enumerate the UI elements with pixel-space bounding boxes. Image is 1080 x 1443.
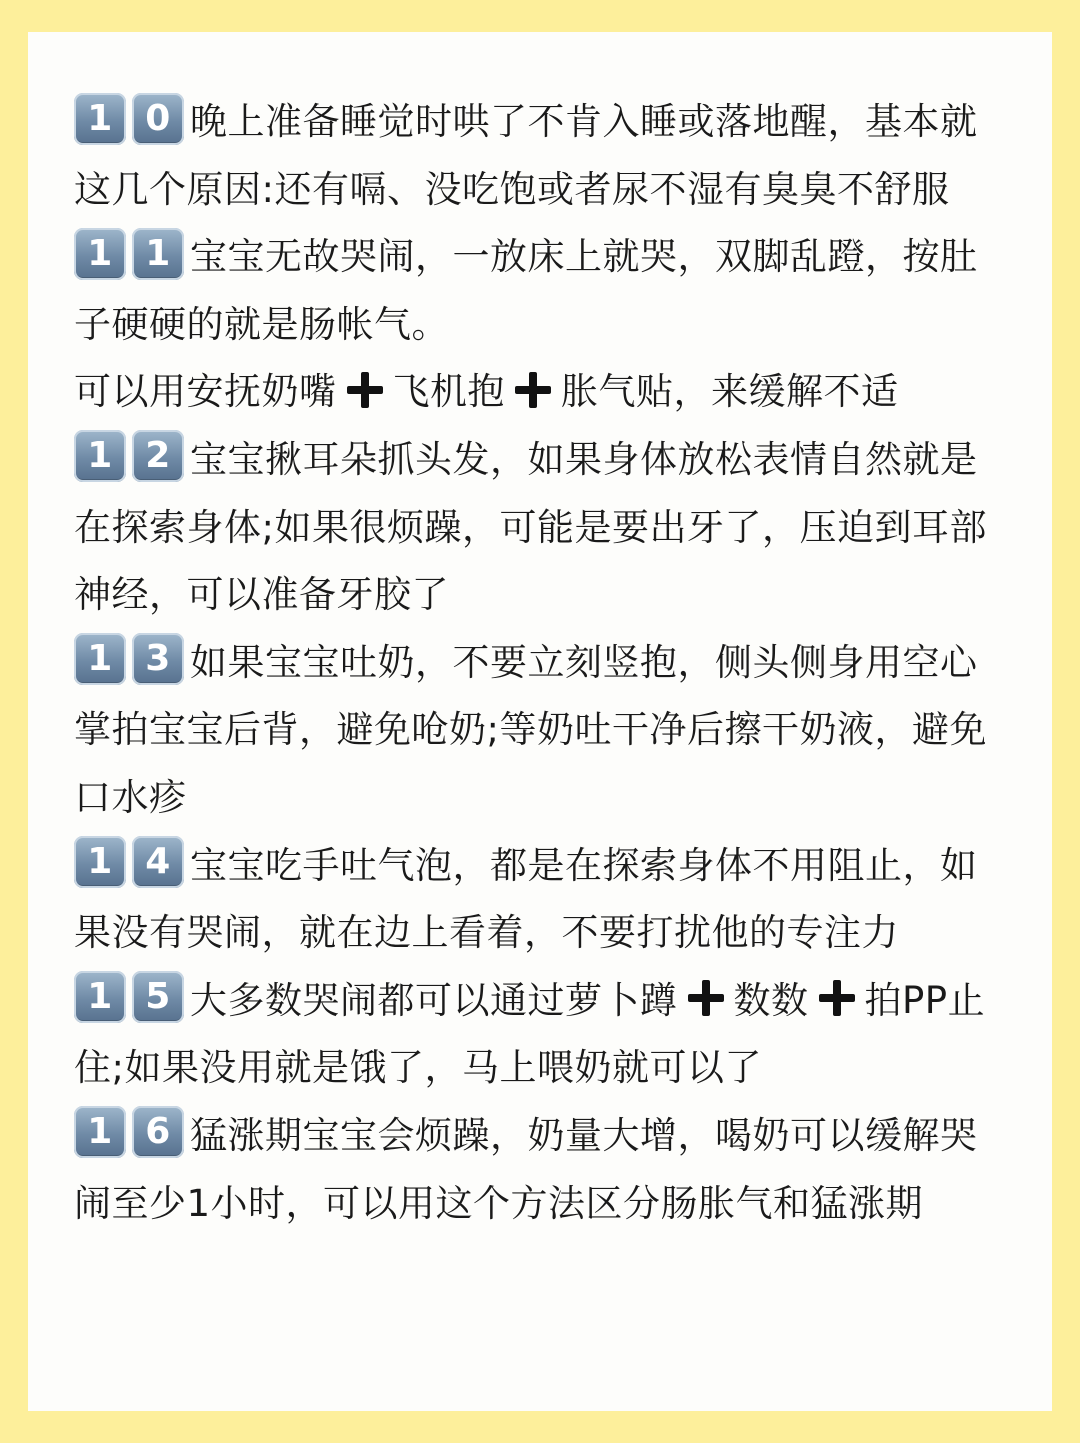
tip-11-remedy-part: 胀气贴，来缓解不适 [561,370,899,414]
tip-15-part: 数数 [733,978,809,1022]
tip-13-text: 如果宝宝吐奶，不要立刻竖抱，侧头侧身用空心掌拍宝宝后背，避免呛奶;等奶吐干净后擦干奶液，避免口水疹 [74,640,987,819]
content-card [28,32,1052,1411]
tip-16 [74,1102,1012,1237]
tip-13 [74,629,1012,832]
keycap-digit-icon: 1 [74,836,126,888]
tip-15-part: 大多数哭闹都可以通过萝卜蹲 [190,978,678,1022]
tip-10 [74,88,1012,223]
keycap-digit-icon: 1 [132,228,184,280]
keycap-digit-icon: 6 [132,1106,184,1158]
keycap-digit-icon: 2 [132,430,184,482]
tip-15 [74,967,1012,1102]
tip-14-text: 宝宝吃手吐气泡，都是在探索身体不用阻止，如果没有哭闹，就在边上看着，不要打扰他的专注力 [74,843,978,955]
keycap-digit-icon: 1 [74,1106,126,1158]
tip-11-remedy-part: 可以用安抚奶嘴 [74,370,337,414]
tip-14 [74,832,1012,967]
tip-12-text: 宝宝揪耳朵抓头发，如果身体放松表情自然就是在探索身体;如果很烦躁，可能是要出牙了，压迫到耳部神经，可以准备牙胶了 [74,437,987,617]
keycap-digit-icon: 4 [132,836,184,888]
keycap-digit-icon: 3 [132,633,184,685]
keycap-digit-icon: 5 [132,971,184,1023]
tip-16-text: 猛涨期宝宝会烦躁，奶量大增，喝奶可以缓解哭闹至少1小时，可以用这个方法区分肠胀气和猛涨期 [74,1113,978,1225]
tip-10-text: 晚上准备睡觉时哄了不肯入睡或落地醒，基本就这几个原因:还有嗝、没吃饱或者尿不湿有臭臭不舒服 [74,100,978,211]
tip-15-part: 拍PP止住;如果没用就是饿了，马上喂奶就可以了 [74,978,986,1090]
tip-11-remedy [74,358,1012,426]
keycap-digit-icon: 1 [74,633,126,685]
plus-icon [345,370,385,410]
keycap-digit-icon: 1 [74,430,126,482]
plus-icon [686,978,726,1018]
keycap-digit-icon: 1 [74,971,126,1023]
tip-12 [74,426,1012,629]
tip-11-text: 宝宝无故哭闹，一放床上就哭，双脚乱蹬，按肚子硬硬的就是肠帐气。 [74,235,978,346]
tip-11-remedy-part: 飞机抱 [392,370,505,414]
plus-icon [513,370,553,410]
keycap-digit-icon: 1 [74,228,126,280]
keycap-digit-icon: 0 [132,93,184,145]
keycap-digit-icon: 1 [74,93,126,145]
plus-icon [817,978,857,1018]
tip-11 [74,223,1012,358]
